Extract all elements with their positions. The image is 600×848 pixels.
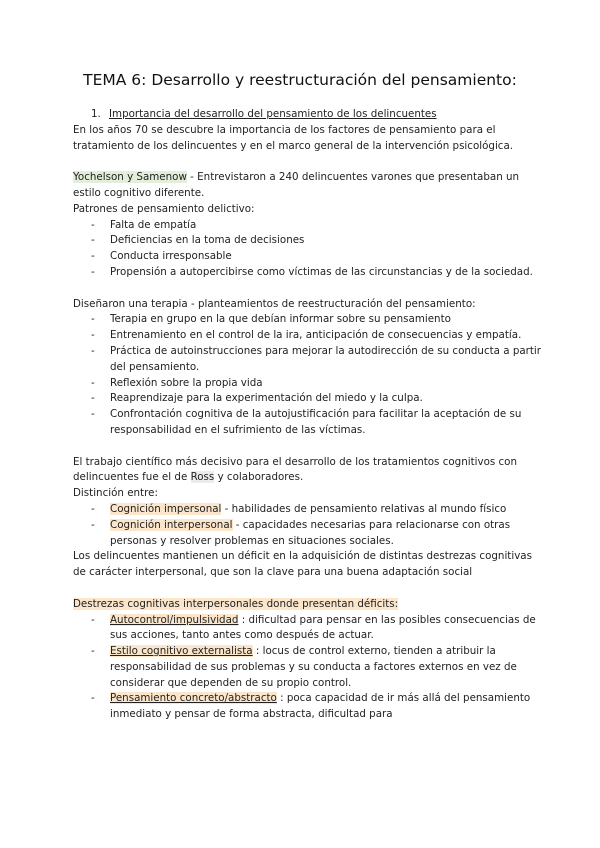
list-item-text: Reaprendizaje para la experimentación del miedo y la culpa. xyxy=(110,392,423,405)
patterns-heading: Patrones de pensamiento delictivo: xyxy=(73,202,255,215)
list-item: - Reflexión sobre la propia vida xyxy=(91,376,263,389)
skills-heading xyxy=(73,597,543,613)
list-item: - Pensamiento concreto/abstracto : poca capacidad de ir más allá del pensamiento inmediato y pensar de forma abstracta, dificultad para xyxy=(91,692,531,721)
list-item-text: - capacidades necesarias para relacionarse con otras personas y resolver problemas en situaciones sociales. xyxy=(110,518,511,547)
list-item: - Práctica de autoinstrucciones para mejorar la autodirección de su conducta a partir del pensamiento. xyxy=(91,344,542,373)
list-item: - Propensión a autopercibirse como víctimas de las circunstancias y de la sociedad. xyxy=(91,265,533,278)
yochelson-paragraph xyxy=(73,170,543,202)
list-item-text: : locus de control externo, tienden a atribuir la responsabilidad de sus problemas y su conducta a factores externos en vez de considerar que dependen de su propio control. xyxy=(110,645,517,689)
list-item-text: Conducta irresponsable xyxy=(110,250,232,263)
page-title: TEMA 6: Desarrollo y reestructuración del pensamiento: xyxy=(83,71,517,89)
list-item-text: Terapia en grupo en la que debían informar sobre su pensamiento xyxy=(110,313,451,326)
ross-paragraph xyxy=(73,455,543,487)
therapy-list xyxy=(73,312,543,438)
list-item-text: - habilidades de pensamiento relativas al mundo físico xyxy=(221,502,507,515)
document-body xyxy=(73,107,543,723)
list-item-text: Falta de empatía xyxy=(110,218,197,231)
distinction-list xyxy=(73,502,543,549)
list-item-text: Entrenamiento en el control de la ira, anticipación de consecuencias y empatía. xyxy=(110,329,522,342)
highlight-skills-heading: Destrezas cognitivas interpersonales donde presentan déficits: xyxy=(73,597,399,610)
distinction-heading: Distinción entre: xyxy=(73,487,158,500)
patterns-list xyxy=(73,218,543,281)
list-item: - Estilo cognitivo externalista : locus de control externo, tienden a atribuir la responsabilidad de sus problemas y su conducta a factores externos en vez de considerar que dependen de su propio control. xyxy=(91,645,517,689)
yochelson-text: - Entrevistaron a 240 delincuentes varones que presentaban un estilo cognitivo diferente. xyxy=(73,171,520,199)
list-item: - Terapia en grupo en la que debían informar sobre su pensamiento xyxy=(91,313,451,326)
highlight-yochelson: Yochelson y Samenow xyxy=(73,171,187,184)
list-item-text: Deficiencias en la toma de decisiones xyxy=(110,234,305,247)
ross-text-after: y colaboradores. xyxy=(214,471,304,484)
list-item-text: Práctica de autoinstrucciones para mejorar la autodirección de su conducta a partir del pensamiento. xyxy=(110,344,542,373)
therapy-heading: Diseñaron una terapia - planteamientos de reestructuración del pensamiento: xyxy=(73,297,476,310)
list-item-text: : dificultad para pensar en las posibles consecuencias de sus acciones, tanto antes como después de actuar. xyxy=(110,613,536,642)
section-heading xyxy=(73,107,543,123)
section-number: 1. xyxy=(91,108,101,120)
list-item: - Reaprendizaje para la experimentación del miedo y la culpa. xyxy=(91,392,423,405)
list-item-text: : poca capacidad de ir más allá del pensamiento inmediato y pensar de forma abstracta, dificultad para xyxy=(110,692,531,721)
ross-text-before: El trabajo científico más decisivo para el desarrollo de los tratamientos cognitivos con delincuentes fue el de xyxy=(73,455,517,484)
list-item: - Autocontrol/impulsividad : dificultad para pensar en las posibles consecuencias de sus acciones, tanto antes como después de actuar. xyxy=(91,613,536,642)
section-title: Importancia del desarrollo del pensamiento de los delincuentes xyxy=(109,108,437,120)
list-item: - Confrontación cognitiva de la autojustificación para facilitar la aceptación de su responsabilidad en el sufrimiento de las víctimas. xyxy=(91,408,522,436)
highlight-term: Estilo cognitivo externalista xyxy=(110,645,253,658)
highlight-term: Cognición impersonal xyxy=(110,502,222,515)
list-item: - Deficiencias en la toma de decisiones xyxy=(91,234,305,247)
list-item: - Cognición interpersonal - capacidades necesarias para relacionarse con otras personas y resolver problemas en situaciones sociales. xyxy=(91,518,511,547)
list-item-text: Propensión a autopercibirse como víctimas de las circunstancias y de la sociedad. xyxy=(110,265,533,278)
highlight-term: Autocontrol/impulsividad xyxy=(110,613,239,626)
list-item: - Conducta irresponsable xyxy=(91,250,232,263)
intro-paragraph: En los años 70 se descubre la importancia de los factores de pensamiento para el tratamiento de los delincuentes y en el marco general de la intervención psicológica. xyxy=(73,123,514,152)
list-item-text: Reflexión sobre la propia vida xyxy=(110,376,263,389)
highlight-term: Cognición interpersonal xyxy=(110,518,233,531)
list-item: - Falta de empatía xyxy=(91,218,197,231)
deficit-paragraph: Los delincuentes mantienen un déficit en la adquisición de distintas destrezas cognitivas de carácter interpersonal, que son la clave para una buena adaptación social xyxy=(73,550,532,579)
list-item: - Entrenamiento en el control de la ira, anticipación de consecuencias y empatía. xyxy=(91,329,522,342)
highlight-ross: Ross xyxy=(190,471,215,484)
list-item: - Cognición impersonal - habilidades de pensamiento relativas al mundo físico xyxy=(91,502,507,515)
skills-list xyxy=(73,613,543,724)
list-item-text: Confrontación cognitiva de la autojustificación para facilitar la aceptación de su responsabilidad en el sufrimiento de las víctimas. xyxy=(110,408,522,436)
highlight-term: Pensamiento concreto/abstracto xyxy=(110,692,277,705)
